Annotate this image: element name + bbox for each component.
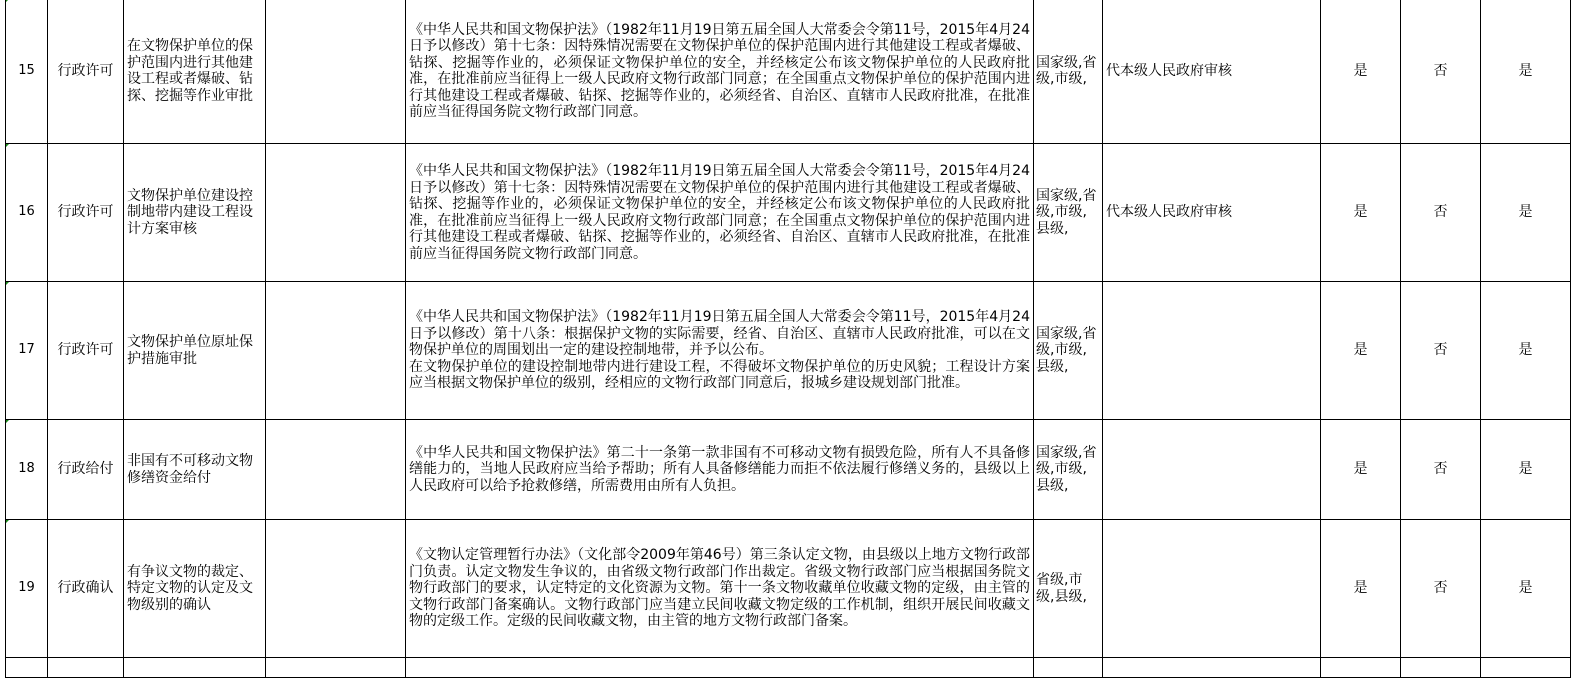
level-cell[interactable]: 国家级,省级,市级, <box>1034 0 1103 144</box>
row-number-cell[interactable] <box>6 420 48 520</box>
flag-a-cell[interactable]: 是 <box>1321 0 1401 144</box>
level-cell[interactable]: 国家级,省级,市级,县级, <box>1034 144 1103 282</box>
item-name-cell[interactable]: 文物保护单位原址保护措施审批 <box>124 282 266 420</box>
flag-b-cell[interactable]: 否 <box>1401 420 1481 520</box>
department-cell[interactable]: 代本级人民政府审核 <box>1103 0 1321 144</box>
row-number-cell[interactable] <box>6 0 48 144</box>
row-number-cell[interactable] <box>6 658 48 678</box>
flag-b-cell[interactable]: 否 <box>1401 144 1481 282</box>
cell-comment-marker <box>6 282 11 287</box>
level-cell[interactable]: 国家级,省级,市级,县级, <box>1034 420 1103 520</box>
legal-basis-cell[interactable] <box>406 658 1034 678</box>
category-cell[interactable]: 行政给付 <box>48 420 124 520</box>
spreadsheet-table <box>5 0 1571 678</box>
flag-c-cell[interactable]: 是 <box>1481 282 1571 420</box>
flag-a-cell[interactable]: 是 <box>1321 520 1401 658</box>
row-number-cell[interactable] <box>6 520 48 658</box>
table-row[interactable] <box>6 282 1571 420</box>
cell-comment-marker <box>6 144 11 149</box>
row-number-cell[interactable] <box>6 144 48 282</box>
flag-b-cell[interactable]: 否 <box>1401 520 1481 658</box>
level-cell[interactable]: 省级,市级,县级, <box>1034 520 1103 658</box>
department-cell[interactable]: 代本级人民政府审核 <box>1103 144 1321 282</box>
flag-c-cell[interactable] <box>1481 658 1571 678</box>
flag-a-cell[interactable] <box>1321 658 1401 678</box>
flag-c-cell[interactable]: 是 <box>1481 520 1571 658</box>
flag-b-cell[interactable]: 否 <box>1401 0 1481 144</box>
subitem-cell[interactable] <box>266 420 406 520</box>
item-name-cell[interactable] <box>124 658 266 678</box>
item-name-cell[interactable]: 在文物保护单位的保护范围内进行其他建设工程或者爆破、钻探、挖掘等作业审批 <box>124 0 266 144</box>
flag-c-cell[interactable]: 是 <box>1481 420 1571 520</box>
flag-a-cell[interactable]: 是 <box>1321 420 1401 520</box>
flag-a-cell[interactable]: 是 <box>1321 144 1401 282</box>
department-cell[interactable] <box>1103 520 1321 658</box>
table-row[interactable] <box>6 0 1571 144</box>
table-row[interactable] <box>6 144 1571 282</box>
subitem-cell[interactable] <box>266 520 406 658</box>
table-row[interactable] <box>6 520 1571 658</box>
item-name-cell[interactable]: 文物保护单位建设控制地带内建设工程设计方案审核 <box>124 144 266 282</box>
department-cell[interactable] <box>1103 420 1321 520</box>
row-number: 17 <box>18 342 35 358</box>
subitem-cell[interactable] <box>266 144 406 282</box>
flag-b-cell[interactable]: 否 <box>1401 282 1481 420</box>
item-name-cell[interactable]: 有争议文物的裁定、特定文物的认定及文物级别的确认 <box>124 520 266 658</box>
category-cell[interactable]: 行政确认 <box>48 520 124 658</box>
level-cell[interactable] <box>1034 658 1103 678</box>
legal-basis-cell[interactable]: 《文物认定管理暂行办法》（文化部令2009年第46号）第三条认定文物，由县级以上地方文物行政部门负责。认定文物发生争议的，由省级文物行政部门作出裁定。省级文物行政部门应当根据国务院文物行政部门的要求，认定特定的文化资源为文物。第十一条文物收藏单位收藏文物的定级，由主管的文物行政部门备案确认。文物行政部门应当建立民间收藏文物定级的工作机制，组织开展民间收藏文物的定级工作。定级的民间收藏文物，由主管的地方文物行政部门备案。 <box>406 520 1034 658</box>
department-cell[interactable] <box>1103 282 1321 420</box>
department-cell[interactable] <box>1103 658 1321 678</box>
table-row[interactable] <box>6 420 1571 520</box>
category-cell[interactable]: 行政许可 <box>48 282 124 420</box>
item-name-cell[interactable]: 非国有不可移动文物修缮资金给付 <box>124 420 266 520</box>
legal-basis-cell[interactable]: 《中华人民共和国文物保护法》第二十一条第一款非国有不可移动文物有损毁危险，所有人不具备修缮能力的，当地人民政府应当给予帮助；所有人具备修缮能力而拒不依法履行修缮义务的，县级以上人民政府可以给予抢救修缮，所需费用由所有人负担。 <box>406 420 1034 520</box>
row-number: 18 <box>18 461 35 477</box>
row-number: 19 <box>18 580 35 596</box>
row-number: 15 <box>18 62 35 78</box>
subitem-cell[interactable] <box>266 658 406 678</box>
flag-b-cell[interactable] <box>1401 658 1481 678</box>
cell-comment-marker <box>6 0 11 3</box>
flag-c-cell[interactable]: 是 <box>1481 0 1571 144</box>
subitem-cell[interactable] <box>266 282 406 420</box>
row-number-cell[interactable] <box>6 282 48 420</box>
flag-a-cell[interactable]: 是 <box>1321 282 1401 420</box>
category-cell[interactable]: 行政许可 <box>48 0 124 144</box>
cell-comment-marker <box>6 420 11 425</box>
table-row[interactable] <box>6 658 1571 678</box>
category-cell[interactable] <box>48 658 124 678</box>
legal-basis-cell[interactable]: 《中华人民共和国文物保护法》（1982年11月19日第五届全国人大常委会令第11号，2015年4月24日予以修改）第十七条：因特殊情况需要在文物保护单位的保护范围内进行其他建设工程或者爆破、钻探、挖掘等作业的，必须保证文物保护单位的安全，并经核定公布该文物保护单位的人民政府批准，在批准前应当征得上一级人民政府文物行政部门同意；在全国重点文物保护单位的保护范围内进行其他建设工程或者爆破、钻探、挖掘等作业的，必须经省、自治区、直辖市人民政府批准，在批准前应当征得国务院文物行政部门同意。 <box>406 144 1034 282</box>
subitem-cell[interactable] <box>266 0 406 144</box>
row-number: 16 <box>18 204 35 220</box>
category-cell[interactable]: 行政许可 <box>48 144 124 282</box>
legal-basis-cell[interactable]: 《中华人民共和国文物保护法》（1982年11月19日第五届全国人大常委会令第11号，2015年4月24日予以修改）第十八条：根据保护文物的实际需要，经省、自治区、直辖市人民政府批准，可以在文物保护单位的周围划出一定的建设控制地带，并予以公布。 在文物保护单位的建设控制地带内进行建设工程，不得破坏文物保护单位的历史风貌；工程设计方案应当根据文物保护单位的级别，经相应的文物行政部门同意后，报城乡建设规划部门批准。 <box>406 282 1034 420</box>
flag-c-cell[interactable]: 是 <box>1481 144 1571 282</box>
cell-comment-marker <box>6 520 11 525</box>
legal-basis-cell[interactable]: 《中华人民共和国文物保护法》（1982年11月19日第五届全国人大常委会令第11号，2015年4月24日予以修改）第十七条：因特殊情况需要在文物保护单位的保护范围内进行其他建设工程或者爆破、钻探、挖掘等作业的，必须保证文物保护单位的安全，并经核定公布该文物保护单位的人民政府批准，在批准前应当征得上一级人民政府文物行政部门同意；在全国重点文物保护单位的保护范围内进行其他建设工程或者爆破、钻探、挖掘等作业的，必须经省、自治区、直辖市人民政府批准，在批准前应当征得国务院文物行政部门同意。 <box>406 0 1034 144</box>
level-cell[interactable]: 国家级,省级,市级,县级, <box>1034 282 1103 420</box>
